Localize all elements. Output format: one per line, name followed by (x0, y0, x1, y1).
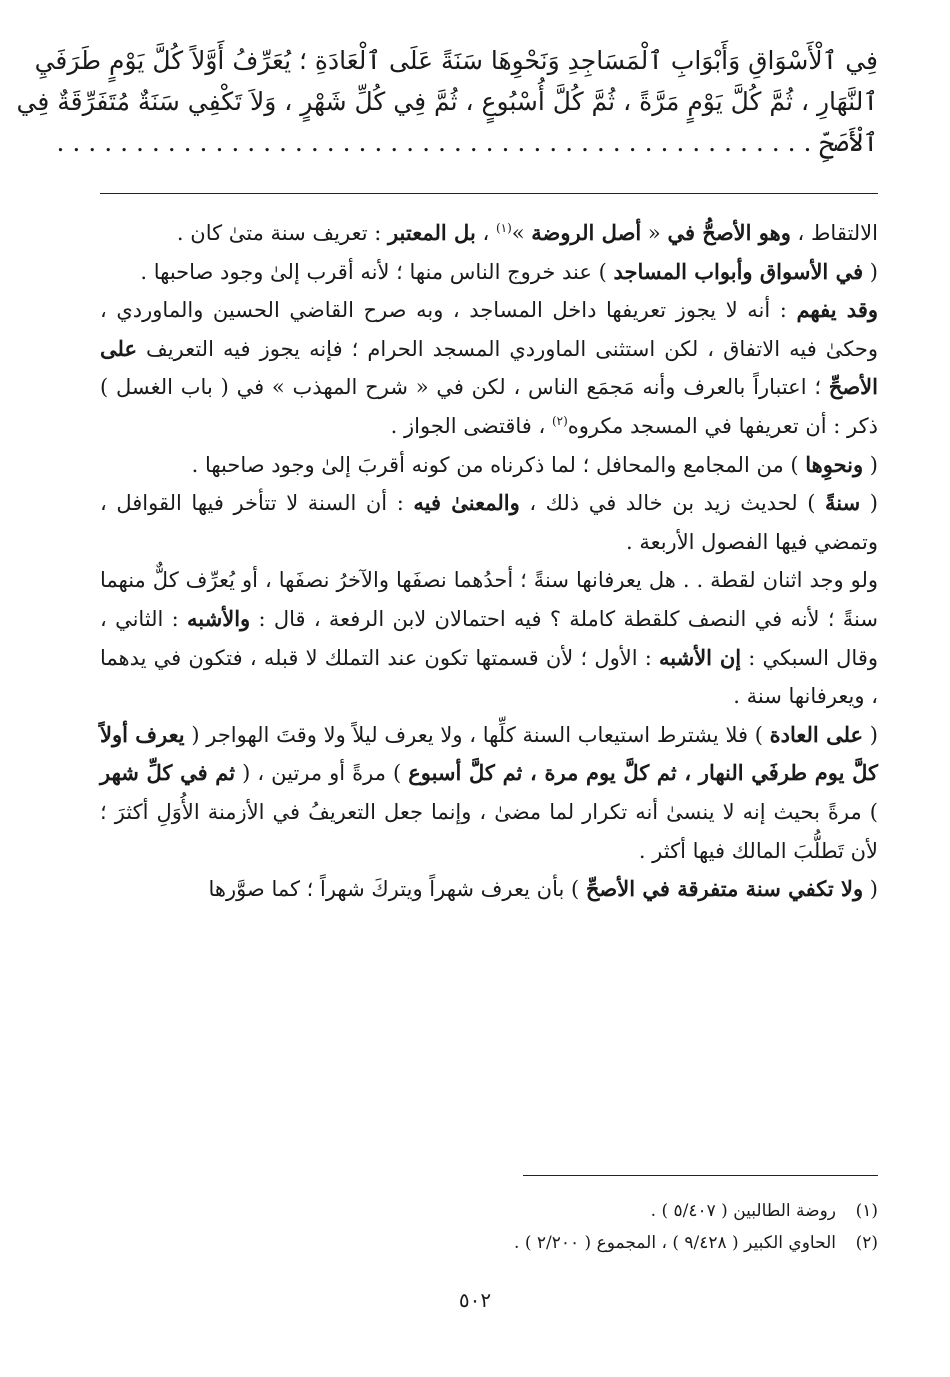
footnote-text: روضة الطالبين ( ٥/٤٠٧ ) . (650, 1201, 836, 1221)
matn-text (16, 40, 878, 163)
matn-line: ٱلنَّهَارِ ، ثُمَّ كُلَّ يَوْمٍ مَرَّةً ، ثُمَّ كُلَّ أُسْبُوعٍ ، ثُمَّ فِي كُلِّ شَهْرٍ ، وَلاَ تَكْفِي سَنَةٌ مُتَفَرِّقَةٌ فِي (16, 87, 878, 116)
footnote-ref: (٢) (551, 413, 568, 428)
commentary-paragraph: ( ولا تكفي سنة متفرقة في الأصحِّ ) بأن يعرف شهراً ويتركَ شهراً ؛ كما صوَّرها (208, 876, 878, 902)
footnote-separator-rule (523, 1175, 878, 1176)
commentary-paragraph: ( في الأسواق وأبواب المساجد ) عند خروج الناس منها ؛ لأنه أقرب إلىٰ وجود صاحبها . (140, 258, 878, 284)
footnotes (100, 1195, 878, 1259)
footnote-item (100, 1227, 878, 1259)
commentary-paragraph: ولو وجد اثنان لقطة . . هل يعرفانها سنةً ؛ أحدُهما نصفَها والآخرُ نصفَها ، أو يُعرِّف كلٌّ منهما سنةً ؛ لأنه في النصف كلقطة كاملة ؟ فيه احتمالان لابن الرفعة ، قال : والأشبه : الثاني ، وقال السبكي : إن الأشبه : الأول ؛ لأن قسمتها تكون عند التملك لا قبله ، فتكون في يدهما ، ويعرفانها سنة . (100, 568, 878, 709)
footnote-number: (٢) (855, 1233, 878, 1253)
matn-separator-rule (100, 193, 878, 194)
footnote-ref: (١) (495, 221, 512, 235)
footnote-number: (١) (855, 1201, 878, 1221)
footnote-text: الحاوي الكبير ( ٩/٤٢٨ ) ، المجموع ( ٢/٢٠٠ ) . (514, 1233, 836, 1253)
commentary-paragraph: ( ونحوِها ) من المجامع والمحافل ؛ لما ذكرناه من كونه أقربَ إلىٰ وجود صاحبها . (191, 451, 878, 477)
footnote-item (100, 1195, 878, 1227)
page-number: ٥٠٢ (458, 1288, 492, 1312)
commentary-paragraph: الالتقاط ، وهو الأصحُّ في « أصل الروضة »$^{(١)}$ ، بل المعتبر : تعريف سنة متىٰ كان . (176, 220, 878, 245)
commentary-text (100, 214, 878, 909)
commentary-paragraph: ( على العادة ) فلا يشترط استيعاب السنة كلِّها ، ولا يعرف ليلاً ولا وقتَ الهواجر ( يعرف أولاً كلَّ يوم طرفَي النهار ، ثم كلَّ يوم مرة ، ثم كلَّ أسبوع ) مرةً أو مرتين ، ( ثم في كلِّ شهر ) مرةً بحيث إنه لا ينسىٰ أنه تكرار لما مضىٰ ، وإنما جعل التعريفُ في الأزمنة الأُوَلِ أكثرَ ؛ لأن تَطلُّبَ المالك فيها أكثر . (100, 721, 878, 863)
matn-line: فِي ٱلْأَسْوَاقِ وَأَبْوَابِ ٱلْمَسَاجِدِ وَنَحْوِهَا سَنَةً عَلَى ٱلْعَادَةِ ؛ يُعَرِّفُ أَوَّلاً كُلَّ يَوْمٍ طَرَفَيِ (34, 46, 878, 75)
page-body (16, 40, 878, 909)
matn-line: ٱلْأَصَحِّ . . . . . . . . . . . . . . . . . . . . . . . . . . . . . . . . . . . . . . . . . . . . . . . . (56, 128, 878, 157)
commentary-paragraph: وقد يفهم : أنه لا يجوز تعريفها داخل المساجد ، وبه صرح القاضي الحسين والماوردي ، وحكىٰ فيه الاتفاق ، لكن استثنى الماوردي المسجد الحرام ؛ فإنه يجوز فيه التعريف على الأصحِّ ؛ اعتباراً بالعرف وأنه مَجمَع الناس ، لكن في « شرح المهذب » في ( باب الغسل ) ذكر : أن تعريفها في المسجد مكروه$^{(٢)}$ ، فاقتضى الجواز . (100, 297, 878, 438)
commentary-paragraph: ( سنةً ) لحديث زيد بن خالد في ذلك ، والمعنىٰ فيه : أن السنة لا تتأخر فيها القوافل ، وتمضي فيها الفصول الأربعة . (100, 490, 878, 554)
